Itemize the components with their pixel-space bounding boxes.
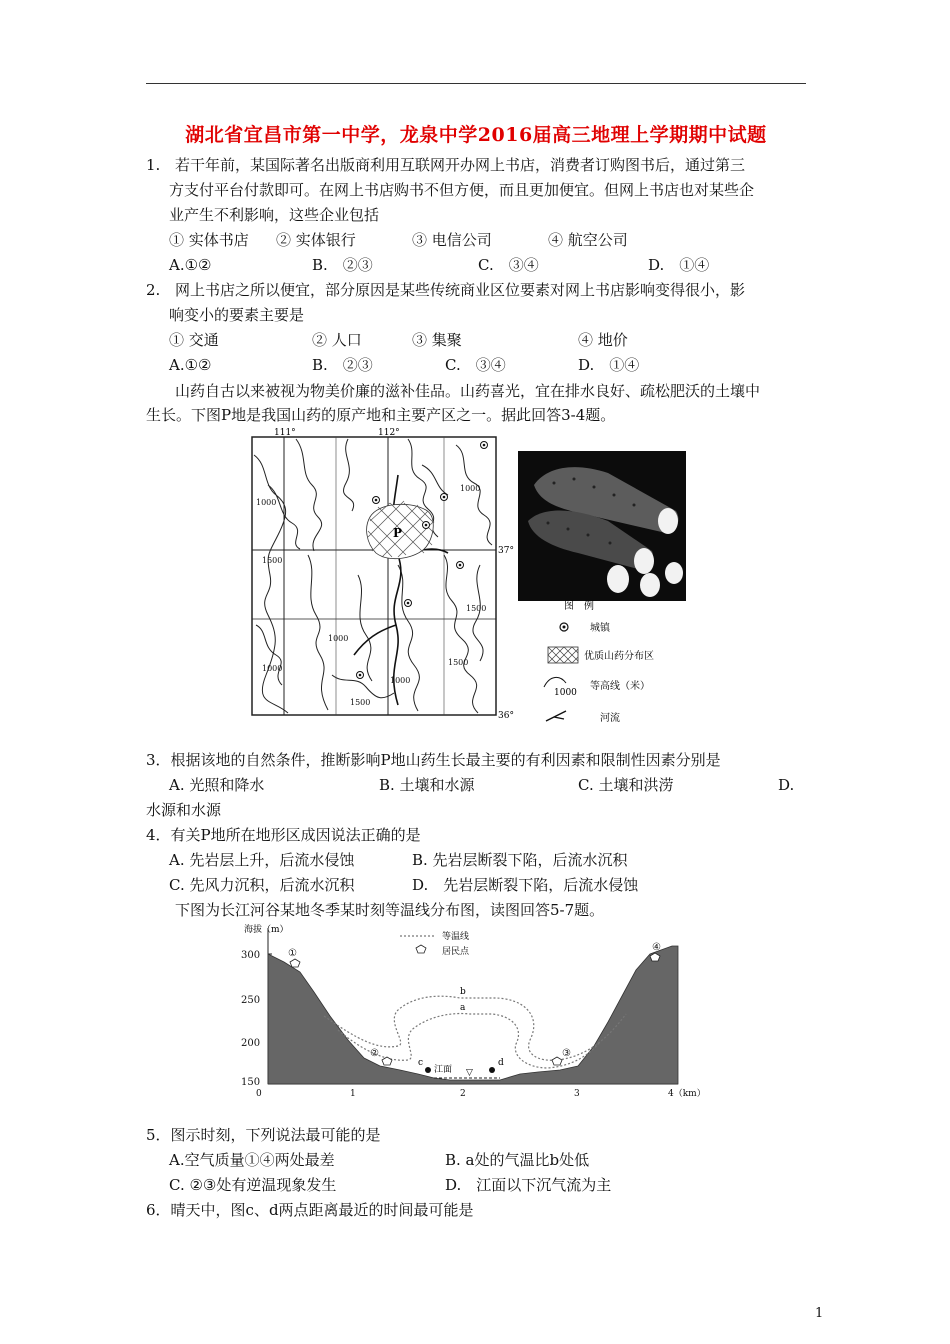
y-axis-label: 海拔（m） <box>244 925 289 935</box>
q5-option-c: C. ②③处有逆温现象发生 <box>169 1176 337 1194</box>
contour-label: 1000 <box>262 664 283 673</box>
header-rule <box>146 83 806 84</box>
q3-option-b: B. 土壤和水源 <box>379 776 475 794</box>
contour-label: 1500 <box>466 604 487 613</box>
isotherm-label-a: a <box>460 1003 466 1013</box>
y-tick-label: 250 <box>241 995 261 1006</box>
y-tick-label: 200 <box>241 1038 261 1049</box>
longitude-label: 111° <box>274 428 296 438</box>
q2-item: ① 交通 <box>169 331 219 349</box>
point-4-label: ④ <box>652 942 661 953</box>
chinese-yam-photo <box>518 451 686 601</box>
contour-label: 1000 <box>390 676 411 685</box>
q1-line: 业产生不利影响，这些企业包括 <box>169 206 380 224</box>
x-tick-label: 3 <box>574 1089 580 1099</box>
valley-terrain <box>268 946 678 1084</box>
q1-line: 方支付平台付款即可。在网上书店购书不但方便，而且更加便宜。但网上书店也对某些企 <box>169 181 755 199</box>
q1-item: ① 实体书店 <box>169 231 249 249</box>
contour-label: 1500 <box>448 658 469 667</box>
page-number: 1 <box>815 1306 824 1321</box>
valley-isotherm-section-figure <box>238 920 708 1100</box>
q1-item: ④ 航空公司 <box>548 231 628 249</box>
legend-yam-area-label: 优质山药分布区 <box>584 651 654 662</box>
x-tick-label: 2 <box>460 1089 466 1099</box>
q2-item: ③ 集聚 <box>412 331 462 349</box>
contour-label: 1000 <box>328 634 349 643</box>
q2-option-a: A.①② <box>169 356 212 374</box>
longitude-label: 112° <box>378 428 400 438</box>
q4-option-d: D. 先岩层断裂下陷，后流水侵蚀 <box>412 876 639 894</box>
point-1-label: ① <box>288 948 297 959</box>
q1-number: 1. <box>146 156 161 174</box>
latitude-label: 36° <box>498 711 514 721</box>
x-tick-label: 1 <box>350 1089 356 1099</box>
latitude-label: 37° <box>498 546 514 556</box>
intro-paragraph: 山药自古以来被视为物美价廉的滋补佳品。山药喜光，宜在排水良好、疏松肥沃的土壤中 <box>175 382 761 400</box>
q1-option-b: B. ②③ <box>312 256 373 274</box>
point-d-marker <box>489 1067 495 1073</box>
q1-item: ③ 电信公司 <box>412 231 492 249</box>
y-tick-label: 300 <box>241 950 261 961</box>
q4-stem: 4．有关P地所在地形区成因说法正确的是 <box>146 826 421 844</box>
q4-option-a: A. 先岩层上升，后流水侵蚀 <box>169 851 355 869</box>
legend-title: 图 例 <box>564 601 594 612</box>
x-tick-label: 0 <box>256 1089 262 1099</box>
q1-option-a: A.①② <box>169 256 212 274</box>
legend-contour-value: 1000 <box>554 688 577 698</box>
topographic-map-figure <box>248 425 688 730</box>
svg-text:▽: ▽ <box>466 1068 473 1078</box>
map-frame <box>252 437 496 715</box>
legend-town-label: 城镇 <box>590 623 610 634</box>
contour-label: 1500 <box>262 556 283 565</box>
river-label: 江面 <box>434 1065 453 1075</box>
contour-label: 1000 <box>256 498 277 507</box>
legend-settlement-label: 居民点 <box>442 947 470 957</box>
q1-line: 若干年前，某国际著名出版商利用互联网开办网上书店，消费者订购图书后，通过第三 <box>175 156 746 174</box>
q2-item: ④ 地价 <box>578 331 628 349</box>
point-c-label: c <box>418 1058 424 1068</box>
point-p-label: P <box>393 526 403 540</box>
q5-stem: 5．图示时刻，下列说法最可能的是 <box>146 1126 381 1144</box>
legend-contour-label: 等高线（米） <box>590 681 650 692</box>
legend-isotherm-label: 等温线 <box>442 932 470 942</box>
point-2-label: ② <box>370 1048 379 1059</box>
q4-option-c: C. 先风力沉积，后流水沉积 <box>169 876 355 894</box>
q3-option-d-text: 水源和水源 <box>146 801 222 819</box>
point-3-label: ③ <box>562 1048 571 1059</box>
q2-line: 响变小的要素主要是 <box>169 306 305 324</box>
q2-item: ② 人口 <box>312 331 362 349</box>
isotherm-label-b: b <box>460 987 466 997</box>
legend-river-label: 河流 <box>600 713 620 724</box>
q2-option-d: D. ①④ <box>578 356 640 374</box>
q5-option-d: D. 江面以下沉气流为主 <box>445 1176 612 1194</box>
q2-line: 网上书店之所以便宜，部分原因是某些传统商业区位要素对网上书店影响变得很小，影 <box>175 281 746 299</box>
intro-sentence: 下图为长江河谷某地冬季某时刻等温线分布图，读图回答5-7题。 <box>175 901 605 919</box>
document-title: 湖北省宜昌市第一中学，龙泉中学2016届高三地理上学期期中试题 <box>185 124 767 146</box>
q1-option-c: C. ③④ <box>478 256 539 274</box>
point-d-label: d <box>498 1058 504 1068</box>
x-tick-label: 4（km） <box>668 1089 706 1099</box>
q2-option-b: B. ②③ <box>312 356 373 374</box>
q5-option-b: B. a处的气温比b处低 <box>445 1151 590 1169</box>
q1-item: ② 实体银行 <box>276 231 356 249</box>
point-c-marker <box>425 1067 431 1073</box>
contour-label: 1500 <box>350 698 371 707</box>
q5-option-a: A.空气质量①④两处最差 <box>169 1151 335 1169</box>
q3-option-d: D. <box>778 776 795 794</box>
q3-option-c: C. 土壤和洪涝 <box>578 776 674 794</box>
map-legend <box>544 599 654 724</box>
q2-number: 2. <box>146 281 161 299</box>
intro-paragraph: 生长。下图P地是我国山药的原产地和主要产区之一。据此回答3-4题。 <box>146 406 616 424</box>
q3-option-a: A. 光照和降水 <box>169 776 265 794</box>
contour-label: 1000 <box>460 484 481 493</box>
q6-stem: 6．晴天中，图c、d两点距离最近的时间最可能是 <box>146 1201 474 1219</box>
q3-stem: 3．根据该地的自然条件，推断影响P地山药生长最主要的有利因素和限制性因素分别是 <box>146 751 721 769</box>
y-tick-label: 150 <box>241 1077 261 1088</box>
q4-option-b: B. 先岩层断裂下陷，后流水沉积 <box>412 851 628 869</box>
q1-option-d: D. ①④ <box>648 256 710 274</box>
q2-option-c: C. ③④ <box>445 356 506 374</box>
